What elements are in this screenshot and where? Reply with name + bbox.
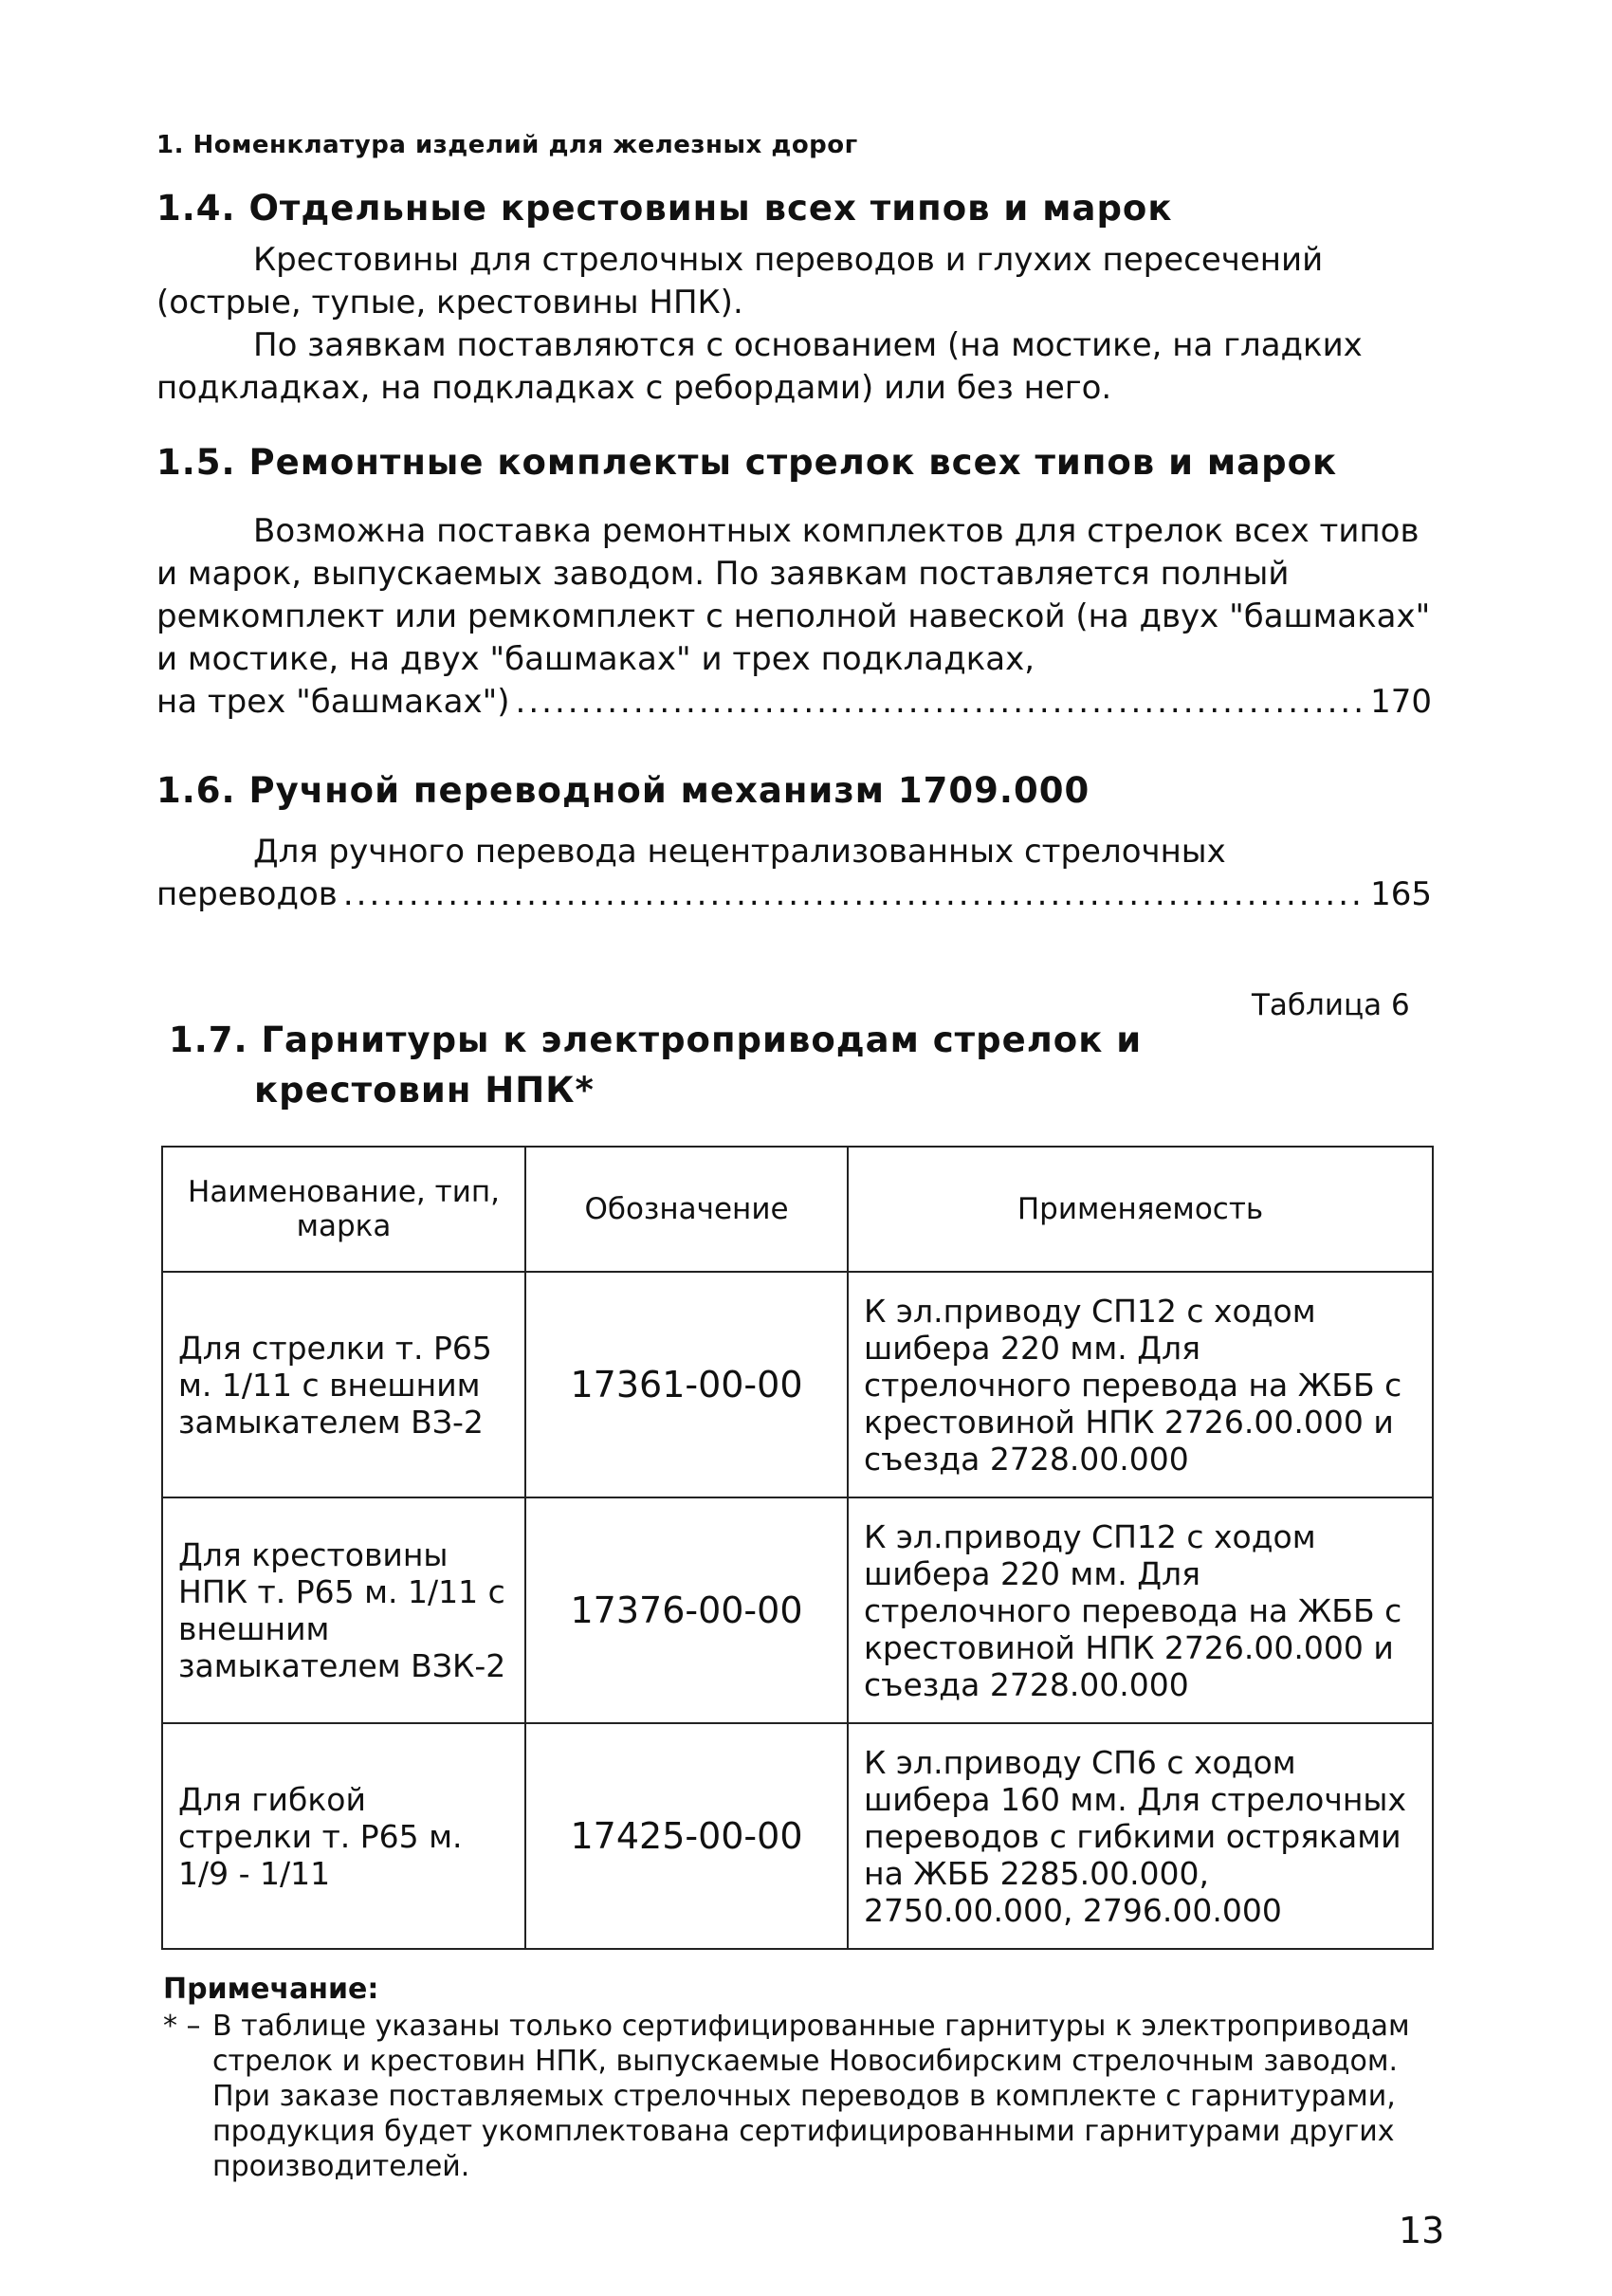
table-row	[162, 1272, 1433, 1497]
section-1-5-last-line: на трех "башмаках")	[156, 683, 510, 721]
cell-name: Для крестовины НПК т. Р65 м. 1/11 с внешним замыкателем ВЗК-2	[162, 1497, 525, 1723]
section-1-6-body	[156, 831, 1432, 916]
note-marker: * –	[163, 2010, 201, 2043]
section-1-5-body	[156, 510, 1432, 724]
section-1-6-toc-line	[156, 873, 1432, 916]
table-row	[162, 1723, 1433, 1949]
cell-name: Для гибкой стрелки т. Р65 м. 1/9 - 1/11	[162, 1723, 525, 1949]
section-1-4-paragraph-1: Крестовины для стрелочных переводов и глухих пересечений (острые, тупые, крестовины НПК).	[156, 241, 1324, 321]
cell-usage: К эл.приводу СП12 с ходом шибера 220 мм. Для стрелочного перевода на ЖББ с крестовиной НПК 2726.00.000 и съезда 2728.00.000	[848, 1497, 1433, 1723]
note-body	[163, 2009, 1462, 2184]
cell-usage: К эл.приводу СП6 с ходом шибера 160 мм. Для стрелочных переводов с гибкими остряками на ЖББ 2285.00.000, 2750.00.000, 2796.00.000	[848, 1723, 1433, 1949]
section-1-6-last-line: переводов	[156, 875, 338, 913]
cell-code: 17425-00-00	[525, 1723, 848, 1949]
header-usage: Применяемость	[848, 1147, 1433, 1272]
section-1-6-title: 1.6. Ручной переводной механизм 1709.000	[156, 770, 1090, 811]
section-1-7-title-line-2: крестовин НПК*	[254, 1070, 595, 1111]
note-text: В таблице указаны только сертифицированные гарнитуры к электроприводам стрелок и крестовин НПК, выпускаемые Новосибирским стрелочным заводом. При заказе поставляемых стрелочных переводов в комплекте с гарнитурами, продукция будет укомплектована сертифицированными гарнитурами других производителей.	[212, 2010, 1410, 2183]
note-heading: Примечание:	[163, 1973, 379, 2006]
leader-dots	[343, 873, 1365, 916]
cell-name: Для стрелки т. Р65 м. 1/11 с внешним замыкателем ВЗ-2	[162, 1272, 525, 1497]
section-1-4-paragraph-2: По заявкам поставляются с основанием (на мостике, на гладких подкладках, на подкладках с ребордами) или без него.	[156, 326, 1363, 407]
table-row	[162, 1497, 1433, 1723]
table-header-row	[162, 1147, 1433, 1272]
running-head: 1. Номенклатура изделий для железных дорог	[156, 131, 858, 159]
section-1-6-page-ref: 165	[1370, 875, 1432, 913]
cell-code: 17376-00-00	[525, 1497, 848, 1723]
section-1-7-title-line-1: 1.7. Гарнитуры к электроприводам стрелок и	[169, 1019, 1143, 1060]
section-1-5-toc-line	[156, 681, 1432, 724]
section-1-5-page-ref: 170	[1370, 683, 1432, 721]
leader-dots	[516, 681, 1365, 724]
header-name: Наименование, тип, марка	[162, 1147, 525, 1272]
page-number: 13	[1399, 2210, 1445, 2251]
table-caption: Таблица 6	[1252, 988, 1410, 1022]
cell-code: 17361-00-00	[525, 1272, 848, 1497]
section-1-4-body	[156, 239, 1432, 410]
garnitures-table	[161, 1146, 1434, 1950]
header-code: Обозначение	[525, 1147, 848, 1272]
section-1-5-title: 1.5. Ремонтные комплекты стрелок всех типов и марок	[156, 442, 1338, 483]
cell-usage: К эл.приводу СП12 с ходом шибера 220 мм. Для стрелочного перевода на ЖББ с крестовиной НПК 2726.00.000 и съезда 2728.00.000	[848, 1272, 1433, 1497]
section-1-6-paragraph: Для ручного перевода нецентрализованных стрелочных	[253, 833, 1226, 871]
section-1-4-title: 1.4. Отдельные крестовины всех типов и марок	[156, 188, 1173, 229]
section-1-5-paragraph: Возможна поставка ремонтных комплектов для стрелок всех типов и марок, выпускаемых заводом. По заявкам поставляется полный ремкомплект или ремкомплект с неполной навеской (на двух "башмаках" и мостике, на двух "башмаках" и трех подкладках,	[156, 512, 1431, 678]
